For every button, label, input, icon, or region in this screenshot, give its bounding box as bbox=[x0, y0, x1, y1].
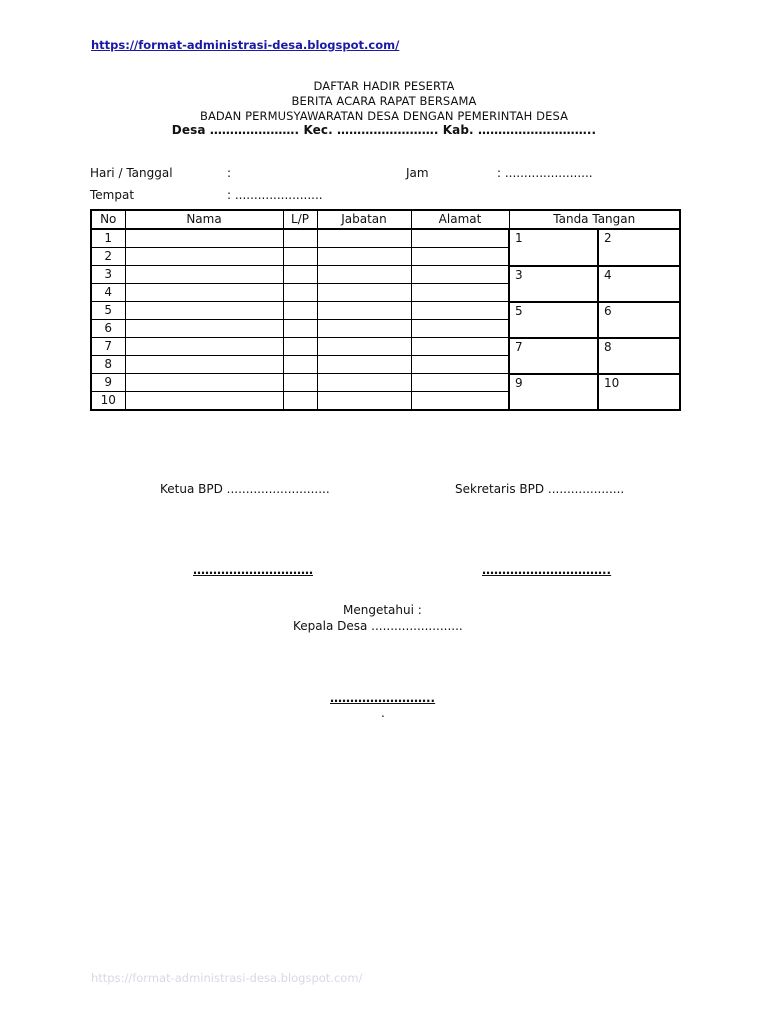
cell-alamat bbox=[411, 248, 509, 266]
cell-alamat bbox=[411, 338, 509, 356]
table-row bbox=[91, 229, 680, 248]
row-no: 3 bbox=[91, 266, 125, 284]
blog-link-bottom[interactable]: https://format-administrasi-desa.blogspot.com/ bbox=[91, 971, 363, 985]
title-line-4: Desa …………………. Kec. ……………………. Kab. ……………………….. bbox=[171, 123, 597, 137]
signature-cell: 2 bbox=[598, 229, 680, 266]
cell-lp bbox=[283, 229, 317, 248]
cell-nama bbox=[125, 338, 283, 356]
tempat-value: : ....................... bbox=[227, 188, 323, 202]
blog-link-top[interactable]: https://format-administrasi-desa.blogspot.com/ bbox=[91, 38, 400, 52]
cell-jabatan bbox=[317, 374, 411, 392]
cell-alamat bbox=[411, 320, 509, 338]
table-header-row bbox=[91, 210, 680, 229]
cell-lp bbox=[283, 302, 317, 320]
hari-separator: : bbox=[227, 166, 232, 180]
cell-alamat bbox=[411, 229, 509, 248]
title-line-3: BADAN PERMUSYAWARATAN DESA DENGAN PEMERINTAH DESA bbox=[199, 109, 569, 123]
table-row bbox=[91, 338, 680, 356]
row-no: 7 bbox=[91, 338, 125, 356]
cell-lp bbox=[283, 392, 317, 411]
trailing-period: . bbox=[381, 706, 385, 720]
cell-jabatan bbox=[317, 284, 411, 302]
cell-lp bbox=[283, 338, 317, 356]
cell-jabatan bbox=[317, 248, 411, 266]
cell-nama bbox=[125, 284, 283, 302]
ketua-bpd-label: Ketua BPD ........................... bbox=[160, 482, 330, 496]
signature-cell: 1 bbox=[509, 229, 598, 266]
signature-cell: 9 bbox=[509, 374, 598, 411]
signature-cell: 8 bbox=[598, 338, 680, 374]
cell-lp bbox=[283, 284, 317, 302]
cell-lp bbox=[283, 248, 317, 266]
table-row bbox=[91, 266, 680, 284]
cell-lp bbox=[283, 266, 317, 284]
row-no: 5 bbox=[91, 302, 125, 320]
signature-cell: 6 bbox=[598, 302, 680, 338]
cell-nama bbox=[125, 392, 283, 411]
header-lp: L/P bbox=[283, 210, 317, 229]
cell-nama bbox=[125, 320, 283, 338]
cell-jabatan bbox=[317, 320, 411, 338]
kepala-signature-line: …………………….. bbox=[330, 691, 436, 705]
cell-jabatan bbox=[317, 356, 411, 374]
signature-cell: 3 bbox=[509, 266, 598, 302]
row-no: 4 bbox=[91, 284, 125, 302]
row-no: 9 bbox=[91, 374, 125, 392]
cell-alamat bbox=[411, 302, 509, 320]
cell-nama bbox=[125, 248, 283, 266]
cell-jabatan bbox=[317, 392, 411, 411]
cell-nama bbox=[125, 356, 283, 374]
cell-alamat bbox=[411, 284, 509, 302]
ketua-signature-line: ………………………… bbox=[193, 563, 313, 577]
cell-nama bbox=[125, 374, 283, 392]
header-jabatan: Jabatan bbox=[317, 210, 411, 229]
tempat-label: Tempat bbox=[90, 188, 135, 202]
cell-jabatan bbox=[317, 302, 411, 320]
table-row bbox=[91, 302, 680, 320]
cell-lp bbox=[283, 356, 317, 374]
header-tanda-tangan: Tanda Tangan bbox=[509, 210, 680, 229]
sekretaris-bpd-label: Sekretaris BPD .................... bbox=[455, 482, 625, 496]
cell-jabatan bbox=[317, 229, 411, 248]
attendance-table bbox=[90, 209, 681, 411]
header-nama: Nama bbox=[125, 210, 283, 229]
row-no: 2 bbox=[91, 248, 125, 266]
mengetahui-label: Mengetahui : bbox=[343, 603, 422, 617]
row-no: 8 bbox=[91, 356, 125, 374]
title-line-1: DAFTAR HADIR PESERTA bbox=[313, 79, 455, 93]
cell-alamat bbox=[411, 374, 509, 392]
cell-alamat bbox=[411, 392, 509, 411]
title-line-2: BERITA ACARA RAPAT BERSAMA bbox=[291, 94, 477, 108]
cell-lp bbox=[283, 320, 317, 338]
jam-value: : ....................... bbox=[497, 166, 593, 180]
row-no: 1 bbox=[91, 229, 125, 248]
header-no: No bbox=[91, 210, 125, 229]
row-no: 10 bbox=[91, 392, 125, 411]
signature-cell: 4 bbox=[598, 266, 680, 302]
cell-jabatan bbox=[317, 266, 411, 284]
sekretaris-signature-line: ………………………….. bbox=[482, 563, 612, 577]
cell-alamat bbox=[411, 266, 509, 284]
cell-nama bbox=[125, 266, 283, 284]
row-no: 6 bbox=[91, 320, 125, 338]
cell-nama bbox=[125, 229, 283, 248]
header-alamat: Alamat bbox=[411, 210, 509, 229]
jam-label: Jam bbox=[406, 166, 429, 180]
cell-nama bbox=[125, 302, 283, 320]
cell-alamat bbox=[411, 356, 509, 374]
signature-cell: 7 bbox=[509, 338, 598, 374]
signature-cell: 10 bbox=[598, 374, 680, 411]
hari-label: Hari / Tanggal bbox=[90, 166, 173, 180]
cell-lp bbox=[283, 374, 317, 392]
table-row bbox=[91, 374, 680, 392]
cell-jabatan bbox=[317, 338, 411, 356]
signature-cell: 5 bbox=[509, 302, 598, 338]
kepala-desa-label: Kepala Desa ........................ bbox=[293, 619, 463, 633]
